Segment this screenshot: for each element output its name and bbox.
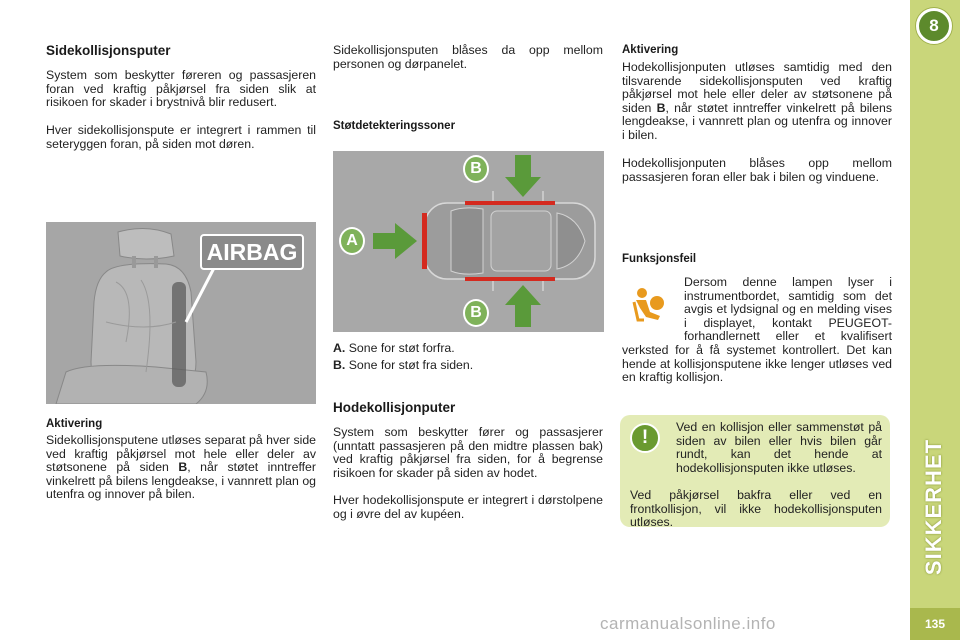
section-title: SIKKERHET xyxy=(921,438,946,576)
curtain-airbags-para-2: Hver hodekollisjonspute er integrert i dørstolpene og i øvre del av kupéen. xyxy=(333,493,603,521)
exclamation-icon: ! xyxy=(630,423,660,453)
curtain-activation-text: Hodekollisjonputen utløses samtidig med den tilsvarende sidekollisjonsputen ved kraftig påkjørsel mot hele eller deler av støtsonene på siden B, når støtet inntreffer vinkelrett på bilens lengdeakse, i vannrett plan og utenfra og innover i bilen. xyxy=(622,60,892,142)
side-impact-zone-line-top xyxy=(465,201,555,205)
curtain-activation-para-2: Hodekollisjonputen blåses opp mellom passasjeren foran eller bak i bilen og vinduene. xyxy=(622,156,892,184)
impact-zones-figure xyxy=(333,151,604,332)
side-airbags-para-1: System som beskytter føreren og passasjeren foran ved kraftig påkjørsel fra siden slik at risikoen for skader i brystnivå blir redusert. xyxy=(46,68,316,110)
impact-zones-heading: Støtdetekteringssoner xyxy=(333,120,456,132)
curtain-airbags-para-1: System som beskytter fører og passasjerer (unntatt passasjeren på den midtre plassen bak) ved kraftig påkjørsel fra siden, for å begrense risikoen for skader på siden av hodet. xyxy=(333,425,603,480)
side-activation-text: Sidekollisjonsputene utløses separat på hver side ved kraftig påkjørsel mot hele eller deler av støtsonene på siden B, når støtet inntreffer vinkelrett på bilens lengdeakse, i vannrett plan og utenfra og innover på bilen. xyxy=(46,433,317,502)
zone-b-legend: B. Sone for støt fra siden. xyxy=(333,358,474,372)
side-airbag-intro: Sidekollisjonsputen blåses da opp mellom personen og dørpanelet. xyxy=(333,43,603,71)
car-top-view xyxy=(425,191,595,291)
zone-marker-a: A xyxy=(339,227,365,255)
side-impact-zone-line-bottom xyxy=(465,277,555,281)
warning-text-2: Ved påkjørsel bakfra eller ved en frontkollisjon, vil ikke hodekollisjonsputen utløses. xyxy=(630,488,882,530)
watermark: carmanualsonline.info xyxy=(600,614,776,633)
chapter-number-badge: 8 xyxy=(916,8,952,44)
page-number: 135 xyxy=(910,608,960,640)
curtain-activation-heading: Aktivering xyxy=(622,44,679,56)
seat-airbag-figure xyxy=(46,222,316,404)
side-activation-heading: Aktivering xyxy=(46,418,103,430)
section-title-vertical xyxy=(914,412,954,602)
zone-a-legend: A. Sone for støt forfra. xyxy=(333,341,455,355)
malfunction-text: Dersom denne lampen lyser i instrumentbordet, samtidig som det avgis et lydsignal og en melding vises i displayet, kontakt PEUGEOT-forhandlernett eller et kvalifisert verksted for å få systemet kontrollert. Det kan hende at kollisjonsputene ikke lenger utløses ved en kraftig kollisjon. xyxy=(622,275,892,385)
warning-text-1: Ved en kollisjon eller sammenstøt på siden av bilen eller hvis bilen går rundt, kan det hende at hodekollisjonsputen ikke utløses. xyxy=(676,420,882,475)
zone-marker-b-top: B xyxy=(463,155,489,183)
side-airbags-heading: Sidekollisjonsputer xyxy=(46,43,171,58)
airbag-label: AIRBAG xyxy=(200,234,304,270)
zone-marker-b-bottom: B xyxy=(463,299,489,327)
side-airbags-para-2: Hver sidekollisjonspute er integrert i rammen til seteryggen foran, på siden mot døren. xyxy=(46,123,316,151)
curtain-airbags-heading: Hodekollisjonputer xyxy=(333,400,456,415)
malfunction-heading: Funksjonsfeil xyxy=(622,253,697,265)
warning-box xyxy=(620,415,890,530)
front-impact-zone-line xyxy=(422,213,427,269)
